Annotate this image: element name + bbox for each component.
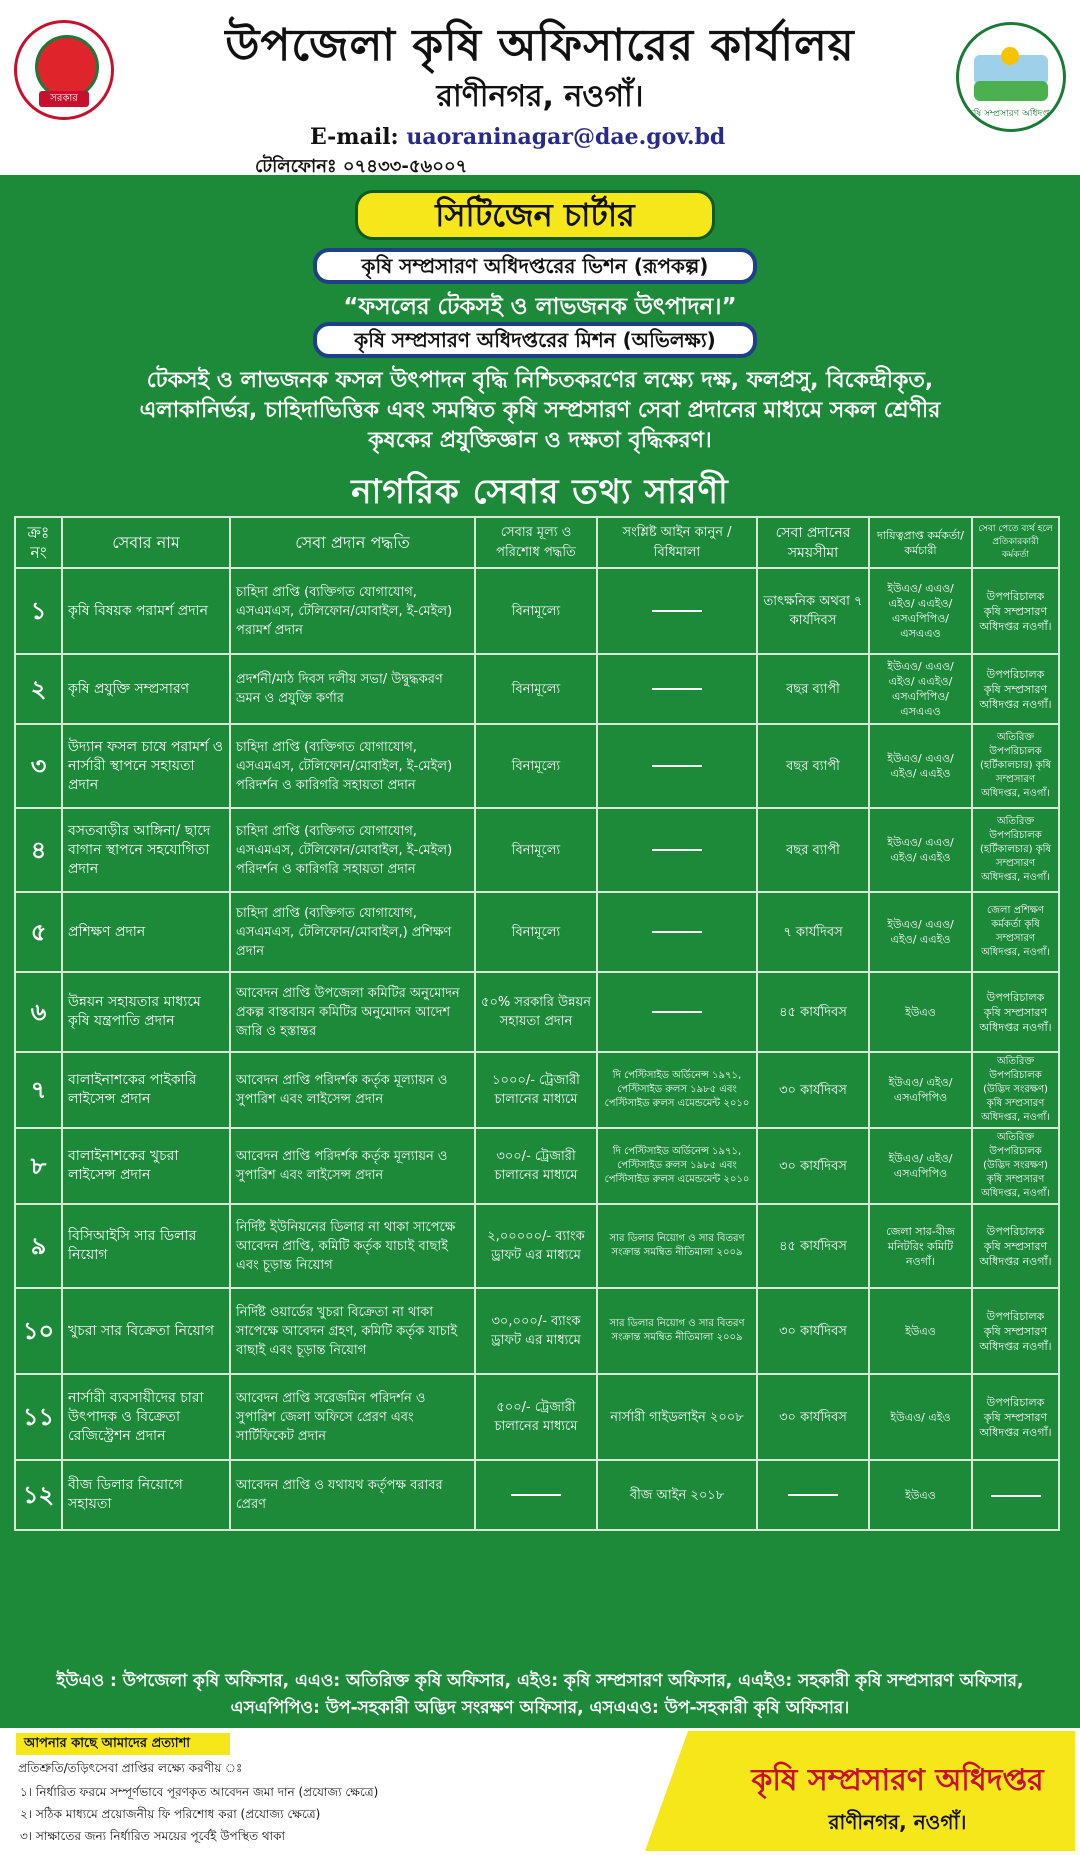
- col-header: দায়িত্বপ্রাপ্ত কর্মকর্তা/কর্মচারী: [869, 517, 972, 568]
- remedy-cell: অতিরিক্ত উপপরিচালক (হর্টিকালচার) কৃষি সম্প্রসারণ অধিদপ্তর, নওগাঁ।: [972, 808, 1059, 892]
- method-cell: আবেদন প্রাপ্তি ও যথাযথ কর্তৃপক্ষ বরাবর প্রেরণ: [230, 1460, 475, 1530]
- law-cell: [597, 808, 757, 892]
- expectation-item: ২। সঠিক মাধ্যমে প্রয়োজনীয় ফি পরিশোধ করা (প্রযোজ্য ক্ষেত্রে): [20, 1807, 321, 1821]
- remedy-cell: উপপরিচালক কৃষি সম্প্রসারণ অধিদপ্তর নওগাঁ।: [972, 1374, 1059, 1460]
- law-cell: [597, 972, 757, 1052]
- fee-cell: বিনামূল্যে: [475, 808, 597, 892]
- officer-cell: ইউএও: [869, 1288, 972, 1374]
- empty-dash: [652, 931, 702, 933]
- mission-text: টেকসই ও লাভজনক ফসল উৎপাদন বৃদ্ধি নিশ্চিতকরণের লক্ষ্যে দক্ষ, ফলপ্রসু, বিকেন্দ্রীকৃত, এলাকানির্ভর, চাহিদাভিত্তিক এবং সমম্বিত কৃষি সম্প্রসারণ সেবা প্রদানের মাধ্যমে সকল শ্রেণীর কৃষকের প্রযুক্তিজ্ঞান ও দক্ষতা বৃদ্ধিকরণ।: [139, 368, 941, 453]
- law-cell: [597, 724, 757, 808]
- method-cell: নির্দিষ্ট ইউনিয়নের ডিলার না থাকা সাপেক্ষে আবেদন প্রাপ্তি, কমিটি কর্তৃক যাচাই বাছাই এবং চূড়ান্ত নিয়োগ: [230, 1204, 475, 1288]
- time-cell: ৩০ কার্যদিবস: [757, 1374, 869, 1460]
- service-name-cell: প্রশিক্ষণ প্রদান: [62, 892, 230, 972]
- time-cell: ৩০ কার্যদিবস: [757, 1052, 869, 1128]
- remedy-cell: অতিরিক্ত উপপরিচালক (উদ্ভিদ সংরক্ষণ) কৃষি সম্প্রসারণ অধিদপ্তর, নওগাঁ।: [972, 1052, 1059, 1128]
- time-cell: ৪৫ কার্যদিবস: [757, 1204, 869, 1288]
- col-header: ক্রঃ নং: [15, 517, 62, 568]
- serial-cell: ৫: [15, 892, 62, 972]
- table-row: [15, 654, 1059, 724]
- empty-dash: [652, 849, 702, 851]
- method-cell: নির্দিষ্ট ওয়ার্ডের খুচরা বিক্রেতা না থাকা সাপেক্ষে আবেদন গ্রহণ, কমিটি কর্তৃক যাচাই বাছাই এবং চূড়ান্ত নিয়োগ: [230, 1288, 475, 1374]
- empty-dash: [652, 610, 702, 612]
- time-cell: ৭ কার্যদিবস: [757, 892, 869, 972]
- method-cell: আবেদন প্রাপ্তি পরিদর্শক কর্তৃক মূল্যায়ন ও সুপারিশ এবং লাইসেন্স প্রদান: [230, 1052, 475, 1128]
- phone-line: টেলিফোনঃ ০৭৪৩৩-৫৬০০৭: [255, 156, 468, 177]
- remedy-cell: উপপরিচালক কৃষি সম্প্রসারণ অধিদপ্তর নওগাঁ।: [972, 654, 1059, 724]
- fee-cell: ৫০% সরকারি উন্নয়ন সহায়তা প্রদান: [475, 972, 597, 1052]
- serial-cell: ৩: [15, 724, 62, 808]
- government-emblem-icon: সরকার: [14, 20, 114, 120]
- empty-dash: [511, 1494, 561, 1496]
- org-name: কৃষি সম্প্রসারণ অধিদপ্তর: [751, 1763, 1044, 1798]
- email-line: E-mail: uaoraninagar@dae.gov.bd: [310, 124, 726, 150]
- method-cell: আবেদন প্রাপ্তি সরেজমিন পরিদর্শন ও সুপারিশ জেলা অফিসে প্রেরণ এবং সার্টিফিকেট প্রদান: [230, 1374, 475, 1460]
- service-name-cell: কৃষি বিষয়ক পরামর্শ প্রদান: [62, 568, 230, 654]
- mission-heading: কৃষি সম্প্রসারণ অধিদপ্তরের মিশন (অভিলক্ষ্য): [313, 322, 757, 358]
- remedy-cell: উপপরিচালক কৃষি সম্প্রসারণ অধিদপ্তর নওগাঁ।: [972, 1288, 1059, 1374]
- time-cell: [757, 1460, 869, 1530]
- expectations-label: আপনার কাছে আমাদের প্রত্যাশা: [16, 1733, 230, 1755]
- table-row: [15, 1288, 1059, 1374]
- serial-cell: ৯: [15, 1204, 62, 1288]
- officer-cell: ইউএও/ এএও/ এইও/ এএইও/ এসএপিপিও/ এসএএও: [869, 654, 972, 724]
- fee-cell: [475, 1460, 597, 1530]
- service-table: [14, 516, 1060, 1531]
- officer-cell: ইউএও/ এইও: [869, 1374, 972, 1460]
- fee-cell: ৫০০/- ট্রেজারী চালানের মাধ্যমে: [475, 1374, 597, 1460]
- email-address[interactable]: uaoraninagar@dae.gov.bd: [406, 124, 726, 150]
- serial-cell: ১২: [15, 1460, 62, 1530]
- empty-dash: [788, 1494, 838, 1496]
- empty-dash: [652, 688, 702, 690]
- time-cell: ৩০ কার্যদিবস: [757, 1288, 869, 1374]
- col-header: সেবা প্রদানের সময়সীমা: [757, 517, 869, 568]
- header: [0, 0, 1080, 175]
- service-name-cell: বসতবাড়ীর আঙ্গিনা/ ছাদে বাগান স্থাপনে সহযোগিতা প্রদান: [62, 808, 230, 892]
- method-cell: আবেদন প্রাপ্তি পরিদর্শক কর্তৃক মূল্যায়ন ও সুপারিশ এবং লাইসেন্স প্রদান: [230, 1128, 475, 1204]
- fee-cell: ৩০,০০০/- ব্যাংক ড্রাফট এর মাধ্যমে: [475, 1288, 597, 1374]
- table-title: নাগরিক সেবার তথ্য সারণী: [351, 472, 729, 512]
- fee-cell: বিনামূল্যে: [475, 724, 597, 808]
- citizen-charter-badge: সিটিজেন চার্টার: [355, 190, 715, 240]
- method-cell: চাহিদা প্রাপ্তি (ব্যক্তিগত যোগাযোগ, এসএমএস, টেলিফোন/মোবাইল, ই-মেইল) পরিদর্শন ও কারিগরি সহায়তা প্রদান: [230, 808, 475, 892]
- law-cell: [597, 568, 757, 654]
- method-cell: চাহিদা প্রাপ্তি (ব্যক্তিগত যোগাযোগ, এসএমএস, টেলিফোন/মোবাইল, ই-মেইল) পরামর্শ প্রদান: [230, 568, 475, 654]
- table-row: [15, 1204, 1059, 1288]
- officer-cell: ইউএও: [869, 1460, 972, 1530]
- table-row: [15, 808, 1059, 892]
- officer-cell: ইউএও/ এএও/ এইও/ এএইও: [869, 724, 972, 808]
- time-cell: তাৎক্ষনিক অথবা ৭ কার্যদিবস: [757, 568, 869, 654]
- col-header: সংশ্লিষ্ট আইন কানুন /বিধিমালা: [597, 517, 757, 568]
- service-name-cell: খুচরা সার বিক্রেতা নিয়োগ: [62, 1288, 230, 1374]
- empty-dash: [991, 1495, 1041, 1497]
- table-row: [15, 1128, 1059, 1204]
- empty-dash: [652, 1011, 702, 1013]
- table-row: [15, 892, 1059, 972]
- expectation-item: ১। নির্ধারিত ফরমে সম্পূর্ণভাবে পূরণকৃত আবেদন জমা দান (প্রযোজ্য ক্ষেত্রে): [20, 1785, 379, 1799]
- service-name-cell: বিসিআইসি সার ডিলার নিয়োগ: [62, 1204, 230, 1288]
- vision-heading: কৃষি সম্প্রসারণ অধিদপ্তরের ভিশন (রূপকল্প): [313, 248, 757, 284]
- remedy-cell: জেলা প্রশিক্ষণ কর্মকর্তা কৃষি সম্প্রসারণ অধিদপ্তর, নওগাঁ।: [972, 892, 1059, 972]
- serial-cell: ১০: [15, 1288, 62, 1374]
- serial-cell: ৭: [15, 1052, 62, 1128]
- officer-cell: জেলা সার-বীজ মনিটরিং কমিটি নওগাঁ।: [869, 1204, 972, 1288]
- vision-text: “ফসলের টেকসই ও লাভজনক উৎপাদন।”: [343, 294, 737, 320]
- law-cell: [597, 892, 757, 972]
- time-cell: ৩০ কার্যদিবস: [757, 1128, 869, 1204]
- remedy-cell: অতিরিক্ত উপপরিচালক (উদ্ভিদ সংরক্ষণ) কৃষি সম্প্রসারণ অধিদপ্তর, নওগাঁ।: [972, 1128, 1059, 1204]
- expectation-item: ৩। সাক্ষাতের জন্য নির্ধারিত সময়ের পূর্বেই উপস্থিত থাকা: [20, 1829, 286, 1843]
- officer-cell: ইউএও/ এএও/ এইও/ এএইও: [869, 808, 972, 892]
- time-cell: ৪৫ কার্যদিবস: [757, 972, 869, 1052]
- time-cell: বছর ব্যাপী: [757, 808, 869, 892]
- method-cell: আবেদন প্রাপ্তি উপজেলা কমিটির অনুমোদন প্রকল্প বাস্তবায়ন কমিটির অনুমোদন আদেশ জারি ও হস্তান্তর: [230, 972, 475, 1052]
- law-cell: [597, 654, 757, 724]
- table-row: [15, 724, 1059, 808]
- officer-cell: ইউএও/ এএও/ এইও/ এএইও: [869, 892, 972, 972]
- service-name-cell: উন্নয়ন সহায়তার মাধ্যমে কৃষি যন্ত্রপাতি প্রদান: [62, 972, 230, 1052]
- abbreviation-footnote: ইউএও : উপজেলা কৃষি অফিসার, এএও: অতিরিক্ত কৃষি অফিসার, এইও: কৃষি সম্প্রসারণ অফিসার, এএইও: সহকারী কৃষি সম্প্রসারণ অফিসার, এসএপিপিও: উপ-সহকারী অদ্ভিদ সংরক্ষণ অফিসার, এসএএও: উপ-সহকারী কৃষি অফিসার।: [56, 1671, 1024, 1718]
- service-name-cell: কৃষি প্রযুক্তি সম্প্রসারণ: [62, 654, 230, 724]
- officer-cell: ইউএও/ এইও/ এসএপিপিও: [869, 1128, 972, 1204]
- empty-dash: [652, 765, 702, 767]
- serial-cell: ৮: [15, 1128, 62, 1204]
- expectations-intro: প্রতিশ্রুতি/তড়িৎসেবা প্রাপ্তির লক্ষ্যে করণীয় ঃ: [18, 1761, 243, 1775]
- fee-cell: ৩০০/- ট্রেজারী চালানের মাধ্যমে: [475, 1128, 597, 1204]
- fee-cell: বিনামূল্যে: [475, 654, 597, 724]
- law-cell: সার ডিলার নিয়োগ ও সার বিতরণ সংক্রান্ত সমম্বিত নীতিমালা ২০০৯: [597, 1204, 757, 1288]
- col-header: সেবার মূল্য ও পরিশোধ পদ্ধতি: [475, 517, 597, 568]
- table-row: [15, 1052, 1059, 1128]
- table-header-row: [15, 517, 1059, 568]
- col-header: সেবা প্রদান পদ্ধতি: [230, 517, 475, 568]
- method-cell: চাহিদা প্রাপ্তি (ব্যক্তিগত যোগাযোগ, এসএমএস, টেলিফোন/মোবাইল,) প্রশিক্ষণ প্রদান: [230, 892, 475, 972]
- fee-cell: বিনামূল্যে: [475, 892, 597, 972]
- officer-cell: ইউএও: [869, 972, 972, 1052]
- method-cell: চাহিদা প্রাপ্তি (ব্যক্তিগত যোগাযোগ, এসএমএস, টেলিফোন/মোবাইল, ই-মেইল) পরিদর্শন ও কারিগরি সহায়তা প্রদান: [230, 724, 475, 808]
- method-cell: প্রদর্শনী/মাঠ দিবস দলীয় সভা/ উদ্বুদ্ধকরণ ভ্রমন ও প্রযুক্তি কর্ণার: [230, 654, 475, 724]
- law-cell: সার ডিলার নিয়োগ ও সার বিতরণ সংক্রান্ত সমম্বিত নীতিমালা ২০০৯: [597, 1288, 757, 1374]
- serial-cell: ১: [15, 568, 62, 654]
- law-cell: দি পেস্টিসাইড অর্ডিনেন্স ১৯৭১, পেস্টিসাইড রুলস ১৯৮৫ এবং পেস্টিসাইড রুলস এমেন্ডমেন্ট ২০১০: [597, 1052, 757, 1128]
- office-location: রাণীনগর, নওগাঁ।: [436, 79, 644, 114]
- table-row: [15, 972, 1059, 1052]
- time-cell: বছর ব্যাপী: [757, 654, 869, 724]
- time-cell: বছর ব্যাপী: [757, 724, 869, 808]
- office-title: উপজেলা কৃষি অফিসারের কার্যালয়: [225, 20, 855, 71]
- service-name-cell: নার্সারী ব্যবসায়ীদের চারা উৎপাদক ও বিক্রেতা রেজিস্ট্রেশন প্রদান: [62, 1374, 230, 1460]
- serial-cell: ৪: [15, 808, 62, 892]
- dae-logo-icon: কৃষি সম্প্রসারণ অধিদপ্তর: [956, 22, 1066, 132]
- officer-cell: ইউএও/ এইও/ এসএপিপিও: [869, 1052, 972, 1128]
- service-name-cell: বালাইনাশকের খুচরা লাইসেন্স প্রদান: [62, 1128, 230, 1204]
- service-name-cell: বালাইনাশকের পাইকারি লাইসেন্স প্রদান: [62, 1052, 230, 1128]
- law-cell: নার্সারী গাইডলাইন ২০০৮: [597, 1374, 757, 1460]
- col-header: সেবা পেতে ব্যর্থ হলে প্রতিকারকারী কর্মকর্তা: [972, 517, 1059, 568]
- col-header: সেবার নাম: [62, 517, 230, 568]
- fee-cell: বিনামূল্যে: [475, 568, 597, 654]
- remedy-cell: অতিরিক্ত উপপরিচালক (হর্টিকালচার) কৃষি সম্প্রসারণ অধিদপ্তর, নওগাঁ।: [972, 724, 1059, 808]
- table-row: [15, 568, 1059, 654]
- service-name-cell: বীজ ডিলার নিয়োগে সহায়তা: [62, 1460, 230, 1530]
- fee-cell: ১০০০/- ট্রেজারী চালানের মাধ্যমে: [475, 1052, 597, 1128]
- service-name-cell: উদ্যান ফসল চাষে পরামর্শ ও নার্সারী স্থাপনে সহায়তা প্রদান: [62, 724, 230, 808]
- org-place: রাণীনগর, নওগাঁ।: [828, 1810, 967, 1834]
- law-cell: দি পেস্টিসাইড অর্ডিনেন্স ১৯৭১, পেস্টিসাইড রুলস ১৯৮৫ এবং পেস্টিসাইড রুলস এমেন্ডমেন্ট ২০১০: [597, 1128, 757, 1204]
- remedy-cell: উপপরিচালক কৃষি সম্প্রসারণ অধিদপ্তর নওগাঁ।: [972, 1204, 1059, 1288]
- law-cell: বীজ আইন ২০১৮: [597, 1460, 757, 1530]
- officer-cell: ইউএও/ এএও/ এইও/ এএইও/ এসএপিপিও/ এসএএও: [869, 568, 972, 654]
- remedy-cell: [972, 1460, 1059, 1530]
- fee-cell: ২,০০০০০/- ব্যাংক ড্রাফট এর মাধ্যমে: [475, 1204, 597, 1288]
- table-row: [15, 1460, 1059, 1530]
- table-row: [15, 1374, 1059, 1460]
- serial-cell: ১১: [15, 1374, 62, 1460]
- serial-cell: ২: [15, 654, 62, 724]
- remedy-cell: উপপরিচালক কৃষি সম্প্রসারণ অধিদপ্তর নওগাঁ।: [972, 972, 1059, 1052]
- serial-cell: ৬: [15, 972, 62, 1052]
- remedy-cell: উপপরিচালক কৃষি সম্প্রসারণ অধিদপ্তর নওগাঁ।: [972, 568, 1059, 654]
